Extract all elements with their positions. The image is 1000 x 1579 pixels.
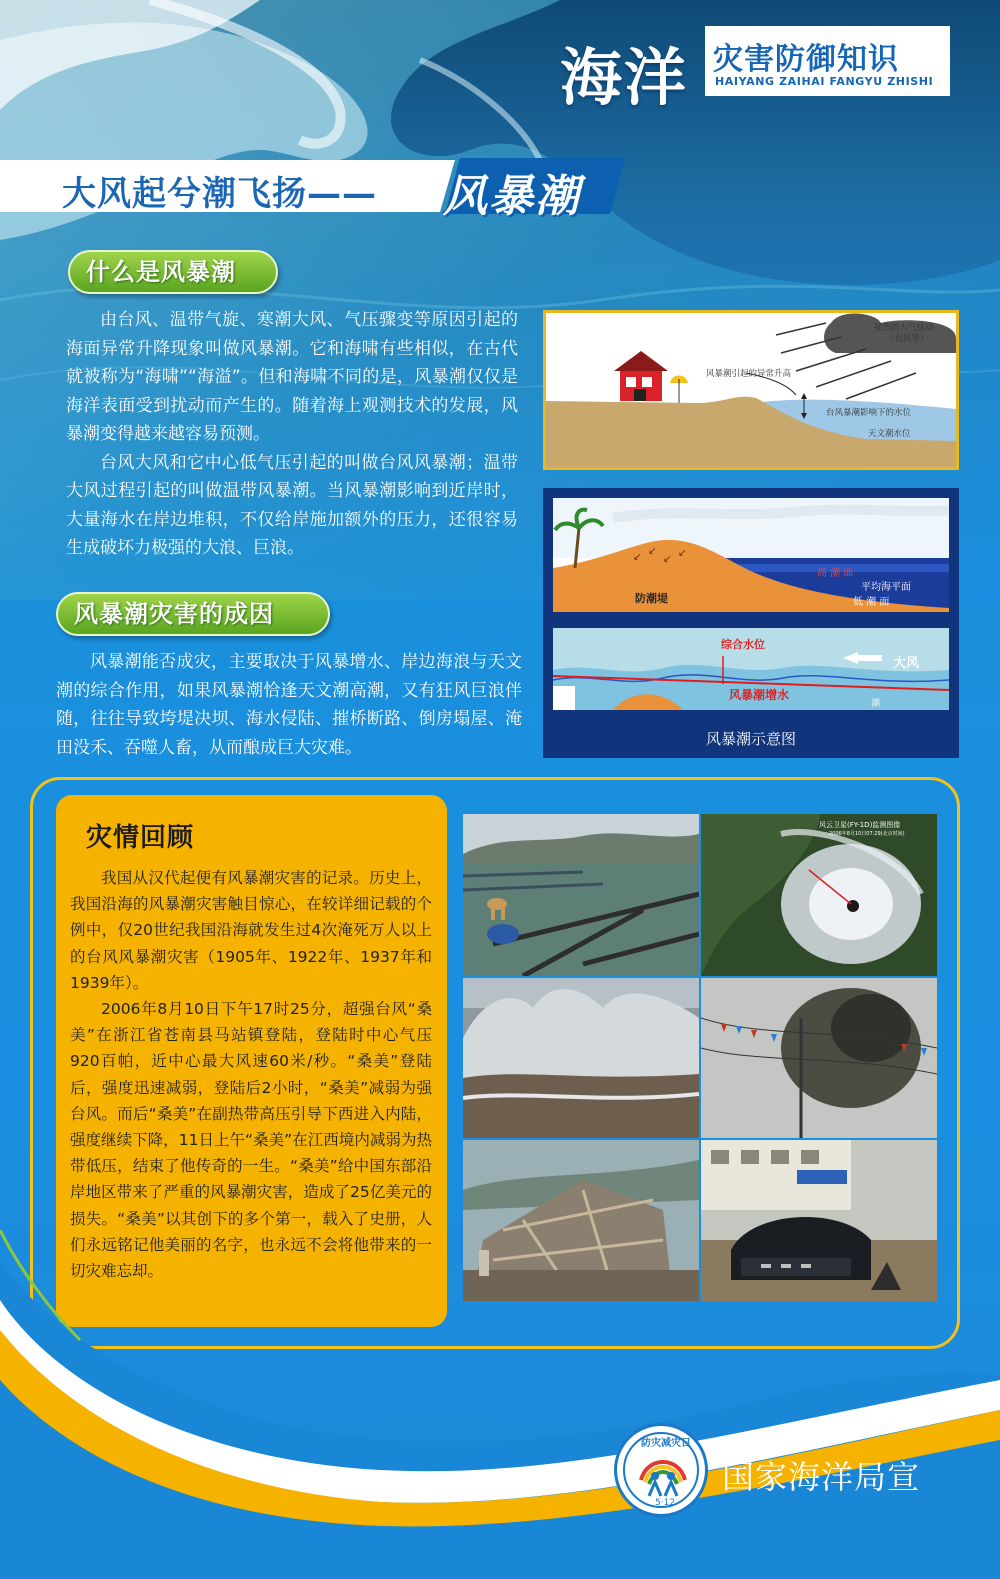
svg-text:↙: ↙ [633,552,642,563]
diagram-2-caption: 风暴潮示意图 [705,730,796,748]
storm-surge-diagram-1 [543,310,959,470]
satellite-caption-time: 2006年8月10日07:29(北京时间) [829,831,905,837]
diagram-2-label-high-tide: 高 潮 面 [817,568,854,579]
diagram-1-label-disturbance: 强烈的大气扰动 [874,323,934,333]
satellite-caption: 风云卫星(FY-1D)监测图像 [819,821,901,829]
diagram-2-label-wind: 大风 [893,656,920,671]
diagram-2-tide-panel [553,498,949,612]
header-logo [560,18,950,114]
diagram-2-label-dike: 防潮堤 [635,592,668,605]
diagram-2-label-mean-sea: 平均海平面 [861,582,911,593]
diagram-2-label-surge: 风暴潮增水 [729,688,790,702]
disaster-review-text [70,865,432,1284]
photo-crashing-waves [463,978,699,1138]
diagram-1-label-rise: 风暴潮引起的异常升高 [706,369,792,379]
logo-date: 5·12 [655,1498,676,1508]
footer-organization: 国家海洋局宣 [722,1458,921,1496]
disaster-review-paragraph-2: 2006年8月10日下午17时25分，超强台风“桑美”在浙江省苍南县马站镇登陆，登陆时中心气压920百帕，近中心最大风速60米/秒。“桑美”登陆后，强度迅速减弱，登陆后2小时，“桑美”减弱为强台风。而后“桑美”在副热带高压引导下西进入内陆，强度继续下降，11日上午“桑美”在江西境内减弱为热带低压，结束了他传奇的一生。“桑美”给中国东部沿岸地区带来了严重的风暴潮灾害，造成了25亿美元的损失。“桑美”以其创下的多个第一，载入了史册，人们永远铭记他美丽的名字，也永远不会将他带来的一切灾难忘却。 [70,1000,432,1281]
section-what-paragraph-2: 台风大风和它中心低气压引起的叫做台风风暴潮；温带大风过程引起的叫做温带风暴潮。当风暴潮影响到近岸时，大量海水在岸边堆积，不仅给岸施加额外的压力，还很容易生成破坏力极强的大浪、巨浪。 [66,452,518,558]
diagram-2-surge-panel [553,628,949,710]
header-title-sub: 灾害防御知识 [713,42,899,77]
diagram-1-label-tide-level: 天文潮水位 [868,429,911,439]
section-what-text [66,306,518,563]
page-title: 大风起兮潮飞扬—— [62,174,377,214]
photo-grid [463,814,937,1301]
section-causes-paragraph: 风暴潮能否成灾，主要取决于风暴增水、岸边海浪与天文潮的综合作用，如果风暴潮恰逢天文潮高潮，又有狂风巨浪伴随，往往导致垮堤决坝、海水侵陆、摧桥断路、倒房塌屋、淹田没禾、吞噬人畜，从而酿成巨大灾难。 [56,652,522,758]
diagram-2-label-tide: 潮 [871,699,881,709]
diagram-1-label-typhoon-level: 台风暴潮影响下的水位 [826,408,912,418]
page-title-emphasis: 风暴潮 [443,171,581,222]
section-heading-what [68,250,278,294]
disaster-review-title: 灾情回顾 [86,823,195,853]
logo-text: 防灾减灾日 [641,1438,691,1449]
diagram-2-label-low-tide: 低 潮 面 [853,597,890,608]
disaster-prevention-logo [614,1423,708,1517]
section-heading-causes-label: 风暴潮灾害的成因 [74,600,274,628]
svg-text:↙: ↙ [663,554,672,565]
storm-surge-diagram-2 [543,488,959,758]
section-causes-text [56,648,522,762]
section-heading-causes [56,592,330,636]
disaster-review-paragraph-1: 我国从汉代起便有风暴潮灾害的记录。历史上，我国沿海的风暴潮灾害触目惊心，在较详细记载的个例中，仅20世纪我国沿海就发生过4次淹死万人以上的台风风暴潮灾害（1905年、1922年、1937年和1939年）。 [70,869,432,992]
section-what-paragraph-1: 由台风、温带气旋、寒潮大风、气压骤变等原因引起的海面异常升降现象叫做风暴潮。它和海啸有些相似，在古代就被称为“海啸”“海溢”。但和海啸不同的是，风暴潮仅仅是海洋表面受到扰动而产生的。随着海上观测技术的发展，风暴潮变得越来越容易预测。 [66,310,518,444]
footer-swoosh [0,1230,1000,1579]
diagram-2-label-combined: 综合水位 [721,638,765,651]
photo-storm-debris [701,978,937,1138]
header-title-big: 海洋 [560,41,689,114]
section-heading-what-label: 什么是风暴潮 [86,258,236,286]
svg-text:↙: ↙ [678,548,687,559]
photo-satellite-typhoon [701,814,937,976]
header-pinyin: HAIYANG ZAIHAI FANGYU ZHISHI [715,75,934,88]
photo-flooded-fish-farm [463,814,699,976]
diagram-1-label-disturbance-2: （台风等） [886,334,929,344]
svg-text:↙: ↙ [648,546,657,557]
